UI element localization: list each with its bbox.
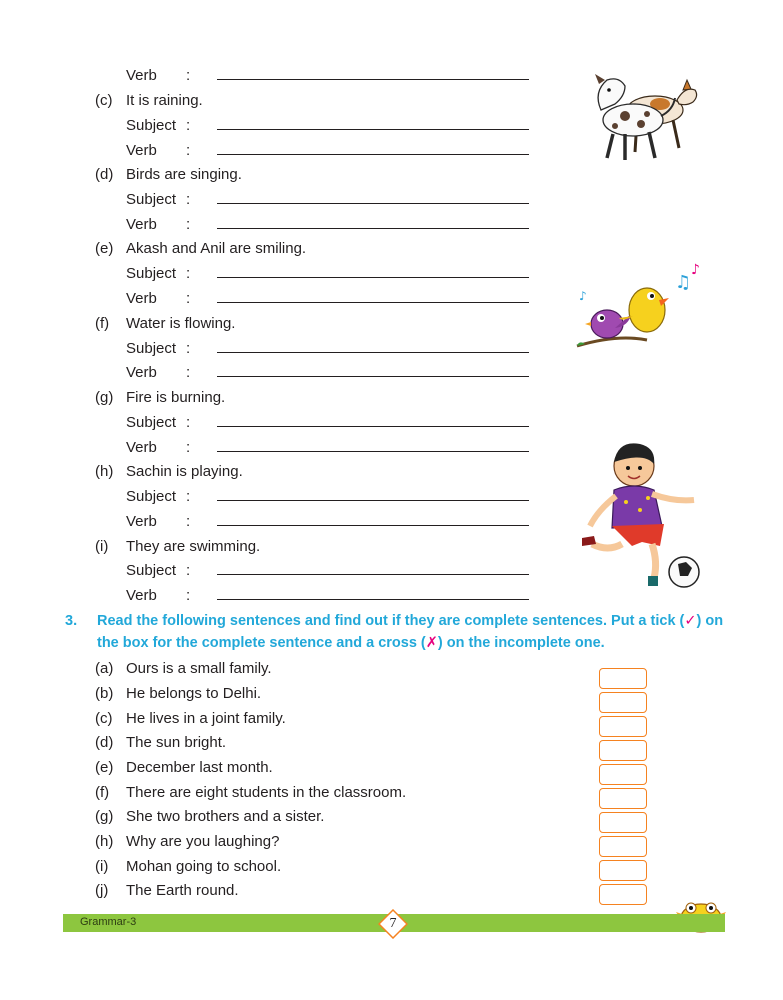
answer-box[interactable]: [599, 668, 647, 689]
answer-box[interactable]: [599, 884, 647, 905]
svg-text:♫: ♫: [675, 272, 692, 293]
colon: :: [186, 216, 191, 233]
colon: :: [186, 340, 191, 357]
dogs-illustration: [585, 70, 703, 162]
page-number: 7: [389, 916, 397, 931]
item-sentence: The Earth round.: [126, 882, 239, 899]
subject-label: Subject: [126, 265, 177, 282]
item-sentence: Birds are singing.: [126, 166, 242, 183]
verb-label: Verb: [126, 513, 157, 530]
item-sentence: Water is flowing.: [126, 315, 236, 332]
colon: :: [186, 142, 191, 159]
colon: :: [186, 513, 191, 530]
item-label: (i): [95, 538, 109, 555]
answer-line[interactable]: [217, 426, 529, 427]
item-sentence: Ours is a small family.: [126, 660, 272, 677]
colon: :: [186, 488, 191, 505]
verb-label: Verb: [126, 67, 157, 84]
item-sentence: They are swimming.: [126, 538, 261, 555]
item-label: (a): [95, 660, 114, 677]
item-sentence: It is raining.: [126, 92, 203, 109]
item-sentence: Why are you laughing?: [126, 833, 280, 850]
colon: :: [186, 439, 191, 456]
answer-line[interactable]: [217, 277, 529, 278]
answer-line[interactable]: [217, 352, 529, 353]
colon: :: [186, 587, 191, 604]
item-label: (h): [95, 463, 114, 480]
item-label: (d): [95, 734, 114, 751]
item-sentence: Fire is burning.: [126, 389, 226, 406]
item-label: (h): [95, 833, 114, 850]
svg-text:♪: ♪: [691, 262, 700, 278]
colon: :: [186, 191, 191, 208]
item-label: (b): [95, 685, 114, 702]
answer-line[interactable]: [217, 376, 529, 377]
item-sentence: The sun bright.: [126, 734, 227, 751]
item-label: (g): [95, 808, 114, 825]
answer-box[interactable]: [599, 836, 647, 857]
answer-line[interactable]: [217, 574, 529, 575]
colon: :: [186, 562, 191, 579]
answer-line[interactable]: [217, 79, 529, 80]
subject-label: Subject: [126, 488, 177, 505]
answer-line[interactable]: [217, 203, 529, 204]
tick-icon: ✓: [684, 613, 697, 629]
item-sentence: Akash and Anil are smiling.: [126, 240, 307, 257]
colon: :: [186, 414, 191, 431]
answer-line[interactable]: [217, 129, 529, 130]
item-label: (c): [95, 92, 113, 109]
answer-box[interactable]: [599, 764, 647, 785]
subject-label: Subject: [126, 414, 177, 431]
verb-label: Verb: [126, 216, 157, 233]
item-sentence: She two brothers and a sister.: [126, 808, 325, 825]
instruction-text: ) on: [696, 613, 724, 629]
instruction-text: ) on the incomplete one.: [437, 635, 605, 651]
answer-line[interactable]: [217, 599, 529, 600]
item-label: (i): [95, 858, 109, 875]
book-title: Grammar-3: [80, 916, 137, 928]
item-label: (f): [95, 784, 110, 801]
item-sentence: He belongs to Delhi.: [126, 685, 262, 702]
verb-label: Verb: [126, 364, 157, 381]
page-number-badge: [378, 909, 408, 939]
item-label: (e): [95, 759, 114, 776]
colon: :: [186, 265, 191, 282]
item-label: (e): [95, 240, 114, 257]
instruction-line-1: [97, 612, 723, 630]
instruction-line-2: [97, 634, 605, 652]
subject-label: Subject: [126, 117, 177, 134]
answer-box[interactable]: [599, 692, 647, 713]
colon: :: [186, 67, 191, 84]
verb-label: Verb: [126, 587, 157, 604]
answer-line[interactable]: [217, 500, 529, 501]
item-sentence: Sachin is playing.: [126, 463, 243, 480]
answer-line[interactable]: [217, 154, 529, 155]
item-label: (j): [95, 882, 109, 899]
verb-label: Verb: [126, 439, 157, 456]
answer-line[interactable]: [217, 451, 529, 452]
boy-playing-football-illustration: [578, 440, 708, 590]
item-label: (c): [95, 710, 113, 727]
answer-box[interactable]: [599, 860, 647, 881]
answer-box[interactable]: [599, 812, 647, 833]
subject-label: Subject: [126, 191, 177, 208]
colon: :: [186, 117, 191, 134]
verb-label: Verb: [126, 290, 157, 307]
verb-label: Verb: [126, 142, 157, 159]
answer-box[interactable]: [599, 716, 647, 737]
colon: :: [186, 364, 191, 381]
item-label: (d): [95, 166, 114, 183]
answer-line[interactable]: [217, 302, 529, 303]
subject-label: Subject: [126, 340, 177, 357]
item-sentence: December last month.: [126, 759, 273, 776]
item-label: (g): [95, 389, 114, 406]
answer-line[interactable]: [217, 228, 529, 229]
instruction-text: the box for the complete sentence and a cross (: [97, 635, 426, 651]
item-sentence: There are eight students in the classroom.: [126, 784, 407, 801]
svg-text:♪: ♪: [579, 289, 587, 303]
item-sentence: Mohan going to school.: [126, 858, 282, 875]
colon: :: [186, 290, 191, 307]
cross-icon: ✗: [425, 635, 438, 651]
instruction-text: Read the following sentences and find out if they are complete sentences. Put a tick (: [97, 613, 685, 629]
exercise-number: 3.: [65, 613, 78, 629]
item-sentence: He lives in a joint family.: [126, 710, 286, 727]
subject-label: Subject: [126, 562, 177, 579]
singing-birds-illustration: [575, 258, 713, 358]
answer-line[interactable]: [217, 525, 529, 526]
answer-box[interactable]: [599, 788, 647, 809]
item-label: (f): [95, 315, 110, 332]
answer-box[interactable]: [599, 740, 647, 761]
